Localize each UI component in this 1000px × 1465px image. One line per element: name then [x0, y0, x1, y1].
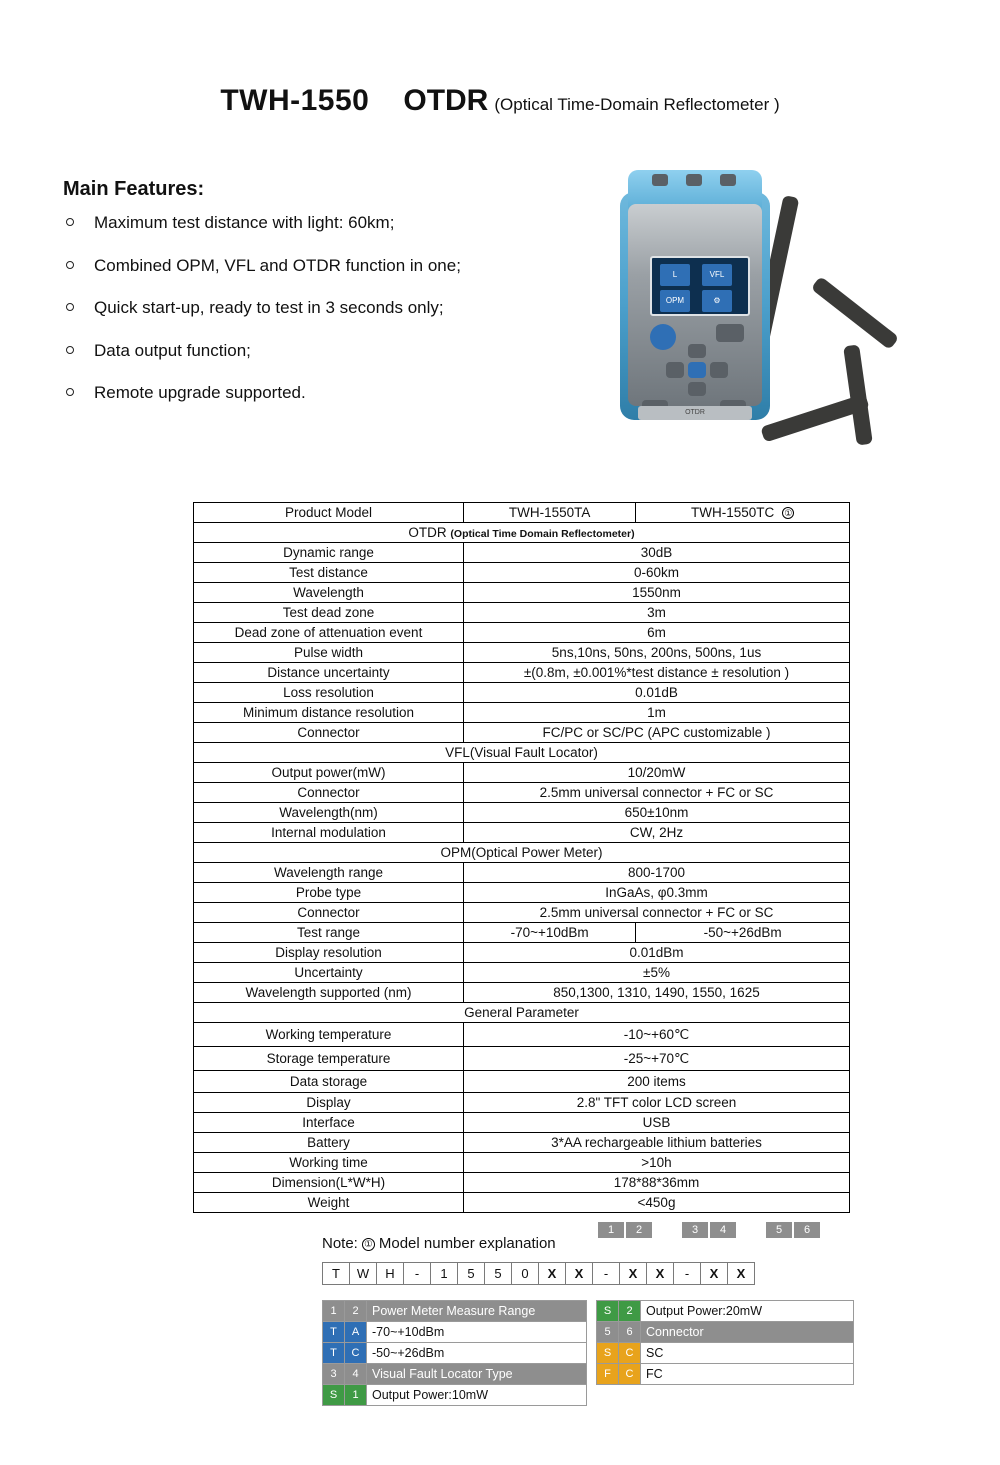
legend-value: SC — [641, 1343, 854, 1364]
left-button — [666, 362, 684, 378]
spec-value: USB — [464, 1113, 850, 1133]
table-row — [194, 843, 850, 863]
device-photo — [600, 140, 930, 460]
spec-label: Display resolution — [194, 943, 464, 963]
carry-strap — [750, 195, 910, 425]
legend-key: T — [323, 1322, 345, 1343]
table-row — [194, 723, 850, 743]
legend-value: -70~+10dBm — [367, 1322, 587, 1343]
spec-header-col1: TWH-1550TA — [464, 503, 636, 523]
legend-value: Output Power:20mW — [641, 1301, 854, 1322]
table-row — [194, 1093, 850, 1113]
model-cell: H — [377, 1263, 404, 1285]
table-row — [194, 983, 850, 1003]
screen-key-settings: ⚙ — [702, 290, 732, 312]
note-marker-icon: ① — [362, 1238, 375, 1251]
spec-header-col2 — [636, 503, 850, 523]
section-header-vfl: VFL(Visual Fault Locator) — [194, 743, 850, 763]
table-row — [194, 683, 850, 703]
spec-label: Wavelength — [194, 583, 464, 603]
spec-value: 800-1700 — [464, 863, 850, 883]
table-row — [194, 1153, 850, 1173]
table-row — [194, 1003, 850, 1023]
table-row — [323, 1322, 587, 1343]
spec-value: -10~+60℃ — [464, 1023, 850, 1047]
feature-text: Quick start-up, ready to test in 3 seconds only; — [94, 298, 444, 317]
model-cell-vfl-type: X — [620, 1263, 647, 1285]
table-row — [194, 963, 850, 983]
table-row — [194, 1133, 850, 1153]
otdr-device — [620, 170, 770, 420]
table-row — [323, 1263, 755, 1285]
table-row — [598, 1222, 820, 1238]
spec-value: CW, 2Hz — [464, 823, 850, 843]
spec-label: Storage temperature — [194, 1047, 464, 1071]
model-legend-left — [322, 1300, 587, 1406]
spec-label: Wavelength range — [194, 863, 464, 883]
legend-section-title: Power Meter Measure Range — [367, 1301, 587, 1322]
table-row — [194, 923, 850, 943]
table-row — [194, 643, 850, 663]
spec-label: Output power(mW) — [194, 763, 464, 783]
spec-value: 3*AA rechargeable lithium batteries — [464, 1133, 850, 1153]
legend-value: -50~+26dBm — [367, 1343, 587, 1364]
spec-header-col0: Product Model — [194, 503, 464, 523]
table-row — [194, 783, 850, 803]
spec-label: Data storage — [194, 1071, 464, 1093]
model-cell-connector: X — [728, 1263, 755, 1285]
spec-value: 6m — [464, 623, 850, 643]
legend-key: 1 — [323, 1301, 345, 1322]
spec-value: 5ns,10ns, 50ns, 200ns, 500ns, 1us — [464, 643, 850, 663]
bullet-icon — [66, 303, 74, 311]
table-row — [194, 1071, 850, 1093]
table-row — [194, 943, 850, 963]
legend-key: C — [619, 1364, 641, 1385]
table-row — [194, 543, 850, 563]
bullet-icon — [66, 261, 74, 269]
specification-table — [193, 502, 850, 1213]
position-spacer — [654, 1222, 680, 1238]
spec-value: 200 items — [464, 1071, 850, 1093]
spec-value: ±5% — [464, 963, 850, 983]
note-text: Model number explanation — [378, 1235, 556, 1252]
spec-label: Internal modulation — [194, 823, 464, 843]
position-index: 5 — [766, 1222, 792, 1238]
table-row — [194, 903, 850, 923]
legend-value: Output Power:10mW — [367, 1385, 587, 1406]
model-cell: - — [404, 1263, 431, 1285]
legend-key: 1 — [345, 1385, 367, 1406]
optical-port-icon — [720, 174, 736, 186]
down-button — [688, 382, 706, 396]
position-index: 1 — [598, 1222, 624, 1238]
spec-label: Display — [194, 1093, 464, 1113]
table-row — [597, 1343, 854, 1364]
table-row — [597, 1364, 854, 1385]
right-button — [710, 362, 728, 378]
table-row — [194, 883, 850, 903]
legend-section-title: Connector — [641, 1322, 854, 1343]
spec-header-col2-text: TWH-1550TC — [691, 505, 775, 520]
table-row — [194, 503, 850, 523]
table-row — [597, 1322, 854, 1343]
legend-key: C — [619, 1343, 641, 1364]
legend-value: FC — [641, 1364, 854, 1385]
table-row — [194, 763, 850, 783]
spec-label: Minimum distance resolution — [194, 703, 464, 723]
position-index: 3 — [682, 1222, 708, 1238]
model-number-row — [322, 1262, 755, 1285]
section-title: OTDR — [408, 525, 447, 540]
legend-key: S — [597, 1301, 619, 1322]
legend-key: T — [323, 1343, 345, 1364]
feature-text: Combined OPM, VFL and OTDR function in one; — [94, 255, 461, 275]
ok-button — [688, 362, 706, 378]
spec-value: FC/PC or SC/PC (APC customizable ) — [464, 723, 850, 743]
note-marker-icon: ① — [784, 508, 793, 518]
legend-key: 3 — [323, 1364, 345, 1385]
spec-value: 1m — [464, 703, 850, 723]
model-cell: - — [593, 1263, 620, 1285]
spec-label: Dynamic range — [194, 543, 464, 563]
table-row — [194, 1047, 850, 1071]
legend-key: 2 — [345, 1301, 367, 1322]
spec-label: Interface — [194, 1113, 464, 1133]
spec-value: InGaAs, φ0.3mm — [464, 883, 850, 903]
spec-value-ta: -70~+10dBm — [464, 923, 636, 943]
legend-key: 5 — [597, 1322, 619, 1343]
features-list — [63, 212, 603, 425]
list-item — [63, 340, 603, 362]
spec-value: 10/20mW — [464, 763, 850, 783]
legend-key: S — [597, 1343, 619, 1364]
model-cell: 0 — [512, 1263, 539, 1285]
spec-value: 30dB — [464, 543, 850, 563]
table-row — [194, 1023, 850, 1047]
spec-value: 2.8" TFT color LCD screen — [464, 1093, 850, 1113]
legend-key: A — [345, 1322, 367, 1343]
spec-label: Working time — [194, 1153, 464, 1173]
spec-label: Battery — [194, 1133, 464, 1153]
title-model: TWH-1550 — [220, 84, 370, 117]
optical-port-icon — [686, 174, 702, 186]
table-row — [323, 1364, 587, 1385]
bullet-icon — [66, 346, 74, 354]
strap-segment — [811, 276, 900, 350]
esc-button — [716, 324, 744, 342]
spec-label: Dead zone of attenuation event — [194, 623, 464, 643]
legend-key: C — [345, 1343, 367, 1364]
spec-value: -25~+70℃ — [464, 1047, 850, 1071]
spec-value: <450g — [464, 1193, 850, 1213]
title-subtitle: (Optical Time-Domain Reflectometer ) — [494, 95, 780, 114]
legend-section-title: Visual Fault Locator Type — [367, 1364, 587, 1385]
section-header-general: General Parameter — [194, 1003, 850, 1023]
spec-label: Weight — [194, 1193, 464, 1213]
list-item — [63, 212, 603, 234]
spec-value: ±(0.8m, ±0.001%*test distance ± resolution ) — [464, 663, 850, 683]
spec-label: Wavelength supported (nm) — [194, 983, 464, 1003]
feature-text: Data output function; — [94, 340, 251, 360]
list-item — [63, 255, 603, 277]
table-row — [323, 1301, 587, 1322]
model-cell: 1 — [431, 1263, 458, 1285]
table-row — [194, 823, 850, 843]
list-item — [63, 382, 603, 404]
spec-value: >10h — [464, 1153, 850, 1173]
position-index: 6 — [794, 1222, 820, 1238]
section-header-opm: OPM(Optical Power Meter) — [194, 843, 850, 863]
table-row — [194, 623, 850, 643]
title-product: OTDR — [403, 84, 489, 117]
model-cell-vfl-type: X — [647, 1263, 674, 1285]
spec-label: Connector — [194, 723, 464, 743]
model-cell: - — [674, 1263, 701, 1285]
spec-label: Loss resolution — [194, 683, 464, 703]
spec-label: Test range — [194, 923, 464, 943]
up-button — [688, 344, 706, 358]
model-cell: W — [350, 1263, 377, 1285]
legend-key: S — [323, 1385, 345, 1406]
spec-value: 650±10nm — [464, 803, 850, 823]
section-header-otdr — [194, 523, 850, 543]
spec-value: 0.01dBm — [464, 943, 850, 963]
spec-value: 0-60km — [464, 563, 850, 583]
screen-key-opm: OPM — [660, 290, 690, 312]
spec-value: 2.5mm universal connector + FC or SC — [464, 903, 850, 923]
spec-value: 0.01dB — [464, 683, 850, 703]
spec-label: Test distance — [194, 563, 464, 583]
table-row — [194, 663, 850, 683]
table-row — [194, 523, 850, 543]
table-row — [194, 863, 850, 883]
spec-label: Test dead zone — [194, 603, 464, 623]
screen-key-vfl: VFL — [702, 264, 732, 286]
legend-key: F — [597, 1364, 619, 1385]
model-cell: 5 — [458, 1263, 485, 1285]
spec-label: Dimension(L*W*H) — [194, 1173, 464, 1193]
navigation-pad — [666, 344, 728, 396]
model-cell-pm-range: X — [539, 1263, 566, 1285]
table-row — [323, 1343, 587, 1364]
model-position-bar — [596, 1222, 822, 1238]
table-row — [194, 743, 850, 763]
model-cell: 5 — [485, 1263, 512, 1285]
table-row — [194, 583, 850, 603]
optical-port-icon — [652, 174, 668, 186]
table-row — [194, 1173, 850, 1193]
position-spacer — [738, 1222, 764, 1238]
spec-label: Working temperature — [194, 1023, 464, 1047]
spec-value: 2.5mm universal connector + FC or SC — [464, 783, 850, 803]
model-legend-right — [596, 1300, 854, 1385]
feature-text: Remote upgrade supported. — [94, 383, 306, 402]
section-subtitle: (Optical Time Domain Reflectometer) — [450, 528, 635, 540]
table-row — [194, 603, 850, 623]
table-row — [194, 703, 850, 723]
spec-value: 178*88*36mm — [464, 1173, 850, 1193]
spec-label: Uncertainty — [194, 963, 464, 983]
legend-key: 6 — [619, 1322, 641, 1343]
bullet-icon — [66, 388, 74, 396]
table-row — [194, 1193, 850, 1213]
spec-value: 1550nm — [464, 583, 850, 603]
model-cell: T — [323, 1263, 350, 1285]
spec-value-tc: -50~+26dBm — [636, 923, 850, 943]
table-row — [323, 1385, 587, 1406]
table-row — [194, 1113, 850, 1133]
model-cell-pm-range: X — [566, 1263, 593, 1285]
position-index: 4 — [710, 1222, 736, 1238]
note-prefix: Note: — [322, 1235, 358, 1252]
screen-key-l: L — [660, 264, 690, 286]
note-line — [322, 1235, 556, 1252]
device-front-panel — [628, 204, 762, 406]
position-index: 2 — [626, 1222, 652, 1238]
bullet-icon — [66, 218, 74, 226]
table-row — [194, 563, 850, 583]
legend-key: 4 — [345, 1364, 367, 1385]
spec-label: Distance uncertainty — [194, 663, 464, 683]
spec-value: 850,1300, 1310, 1490, 1550, 1625 — [464, 983, 850, 1003]
spec-label: Connector — [194, 783, 464, 803]
device-base-label: OTDR — [638, 406, 752, 420]
spec-label: Pulse width — [194, 643, 464, 663]
feature-text: Maximum test distance with light: 60km; — [94, 213, 395, 232]
table-row — [194, 803, 850, 823]
legend-key: 2 — [619, 1301, 641, 1322]
spec-value: 3m — [464, 603, 850, 623]
list-item — [63, 297, 603, 319]
spec-label: Connector — [194, 903, 464, 923]
model-cell-connector: X — [701, 1263, 728, 1285]
spec-label: Probe type — [194, 883, 464, 903]
table-row — [597, 1301, 854, 1322]
features-heading: Main Features: — [63, 178, 205, 200]
page-title — [0, 84, 1000, 118]
device-screen — [650, 256, 750, 316]
spec-label: Wavelength(nm) — [194, 803, 464, 823]
